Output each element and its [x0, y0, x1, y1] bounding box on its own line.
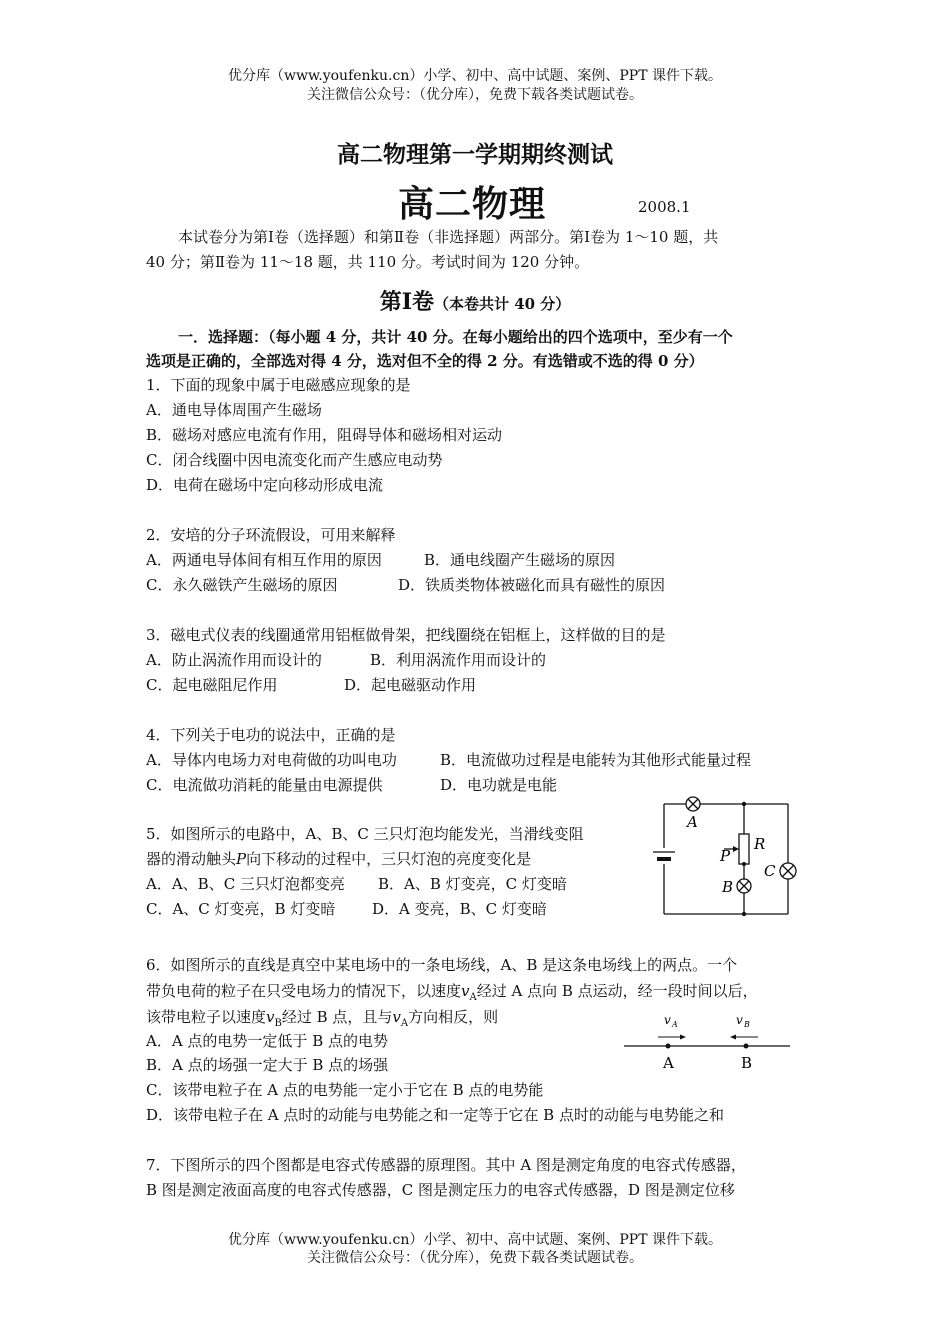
- q6-line-3a: 该带电粒子以速度: [146, 1008, 267, 1026]
- q6-option-b: B．A 点的场强一定大于 B 点的场强: [146, 1056, 389, 1074]
- q4-option-d: D．电功就是电能: [440, 776, 558, 794]
- q3-option-a: A．防止涡流作用而设计的: [146, 651, 322, 669]
- q6-line-3c: 方向相反，则: [408, 1008, 499, 1026]
- q2-stem: 2．安培的分子环流假设，可用来解释: [146, 526, 396, 544]
- q4-option-b: B．电流做功过程是电能转为其他形式能量过程: [440, 751, 752, 769]
- q7-line-2: B 图是测定液面高度的电容式传感器，C 图是测定压力的电容式传感器，D 图是测定位移: [146, 1181, 735, 1199]
- q1-stem: 1．下面的现象中属于电磁感应现象的是: [146, 376, 411, 394]
- fig-label-r: R: [754, 835, 766, 853]
- q7-line-1: 7．下图所示的四个图都是电容式传感器的原理图。其中 A 图是测定角度的电容式传感器，: [146, 1156, 746, 1174]
- fig-va-sub: A: [672, 1020, 678, 1029]
- q5-circuit-figure: [640, 790, 810, 920]
- fig-point-a: A: [663, 1054, 674, 1072]
- q1-option-c: C．闭合线圈中因电流变化而产生感应电动势: [146, 451, 443, 469]
- q6-v-b: v: [266, 1008, 275, 1026]
- circuit-diagram: [640, 790, 810, 920]
- q3-option-d: D．起电磁驱动作用: [344, 676, 477, 694]
- header-line-2: 关注微信公众号：（优分库），免费下载各类试题试卷。: [307, 87, 643, 103]
- fig-label-b: B: [722, 878, 734, 896]
- q6-field-line-figure: [620, 1010, 795, 1072]
- q5-option-d: D．A 变亮，B、C 灯变暗: [372, 900, 547, 918]
- q2-option-c: C．永久磁铁产生磁场的原因: [146, 576, 338, 594]
- header-line-1: 优分库（www.youfenku.cn）小学、初中、高中试题、案例、PPT 课件下载。: [227, 68, 722, 84]
- q4-stem: 4．下列关于电功的说法中，正确的是: [146, 726, 396, 744]
- intro-line-1: 本试卷分为第Ⅰ卷（选择题）和第Ⅱ卷（非选择题）两部分。第Ⅰ卷为 1～10 题，共: [178, 228, 719, 246]
- fig-label-c: C: [764, 862, 776, 880]
- q6-sub-a2: A: [400, 1018, 409, 1029]
- q1-option-b: B．磁场对感应电流有作用，阻碍导体和磁场相对运动: [146, 426, 503, 444]
- q6-sub-b: B: [274, 1018, 282, 1029]
- fig-vb-sub: B: [744, 1020, 750, 1029]
- volume-title: 第Ⅰ卷: [379, 289, 434, 315]
- q1-option-a: A．通电导体周围产生磁场: [146, 401, 322, 419]
- q6-option-d: D．该带电粒子在 A 点时的动能与电势能之和一定等于它在 B 点时的动能与电势能之和: [146, 1106, 724, 1124]
- q2-option-b: B．通电线圈产生磁场的原因: [424, 551, 616, 569]
- volume-note: （本卷共计 40 分）: [433, 295, 571, 313]
- q3-option-b: B．利用涡流作用而设计的: [370, 651, 547, 669]
- q2-option-a: A．两通电导体间有相互作用的原因: [146, 551, 382, 569]
- q5-stem-line-1: 5．如图所示的电路中，A、B、C 三只灯泡均能发光，当滑线变阻: [146, 825, 584, 843]
- q4-option-c: C．电流做功消耗的能量由电源提供: [146, 776, 383, 794]
- section-line-1: 一．选择题：（每小题 4 分，共计 40 分。在每小题给出的四个选项中，至少有一个: [178, 328, 733, 346]
- fig-label-a: A: [687, 813, 698, 831]
- intro-line-2: 40 分；第Ⅱ卷为 11～18 题，共 110 分。考试时间为 120 分钟。: [146, 253, 590, 271]
- q6-option-a: A．A 点的电势一定低于 B 点的电势: [146, 1032, 388, 1050]
- q6-v-a: v: [461, 982, 470, 1000]
- volume-heading: [0, 285, 950, 316]
- subject-title: 高二物理: [398, 183, 547, 225]
- q3-option-c: C．起电磁阻尼作用: [146, 676, 278, 694]
- fig-va-v: v: [664, 1013, 671, 1027]
- q6-line-1: 6．如图所示的直线是真空中某电场中的一条电场线，A、B 是这条电场线上的两点。一个: [146, 956, 738, 974]
- q5-stem-line-2: [146, 849, 531, 869]
- q6-line-3b: 经过 B 点，且与: [281, 1008, 393, 1026]
- q5-stem-2a: 器的滑动触头: [146, 850, 237, 868]
- q4-option-a: A．导体内电场力对电荷做的功叫电功: [146, 751, 397, 769]
- q5-option-a: A．A、B、C 三只灯泡都变亮: [146, 875, 345, 893]
- q5-stem-2b: 向下移动的过程中，三只灯泡的亮度变化是: [246, 850, 532, 868]
- q6-line-2: [146, 981, 758, 1008]
- section-line-2: 选项是正确的，全部选对得 4 分，选对但不全的得 2 分。有选错或不选的得 0 分）: [146, 352, 704, 370]
- footer-line-1: 优分库（www.youfenku.cn）小学、初中、高中试题、案例、PPT 课件下载。: [227, 1232, 722, 1248]
- q3-stem: 3．磁电式仪表的线圈通常用铝框做骨架，把线圈绕在铝框上，这样做的目的是: [146, 626, 666, 644]
- q6-line-2a: 带负电荷的粒子在只受电场力的情况下，以速度: [146, 982, 462, 1000]
- q5-option-c: C．A、C 灯变亮，B 灯变暗: [146, 900, 336, 918]
- q6-sub-a: A: [469, 992, 477, 1003]
- fig-label-p: P: [720, 847, 731, 865]
- exam-title: 高二物理第一学期期终测试: [337, 141, 613, 168]
- fig-vb-v: v: [736, 1013, 743, 1027]
- q6-line-3: [146, 1007, 498, 1034]
- q6-option-c: C．该带电粒子在 A 点的电势能一定小于它在 B 点的电势能: [146, 1081, 544, 1099]
- footer-line-2: 关注微信公众号：（优分库），免费下载各类试题试卷。: [307, 1250, 643, 1266]
- exam-date: 2008.1: [638, 198, 691, 216]
- fig-point-b: B: [741, 1054, 753, 1072]
- q2-option-d: D．铁质类物体被磁化而具有磁性的原因: [398, 576, 666, 594]
- q5-stem-p: P: [236, 850, 247, 868]
- q6-line-2b: 经过 A 点向 B 点运动，经一段时间以后，: [476, 982, 758, 1000]
- q6-v-a2: v: [392, 1008, 401, 1026]
- q1-option-d: D．电荷在磁场中定向移动形成电流: [146, 476, 384, 494]
- q5-option-b: B．A、B 灯变亮，C 灯变暗: [378, 875, 567, 893]
- field-line-diagram: [620, 1010, 795, 1072]
